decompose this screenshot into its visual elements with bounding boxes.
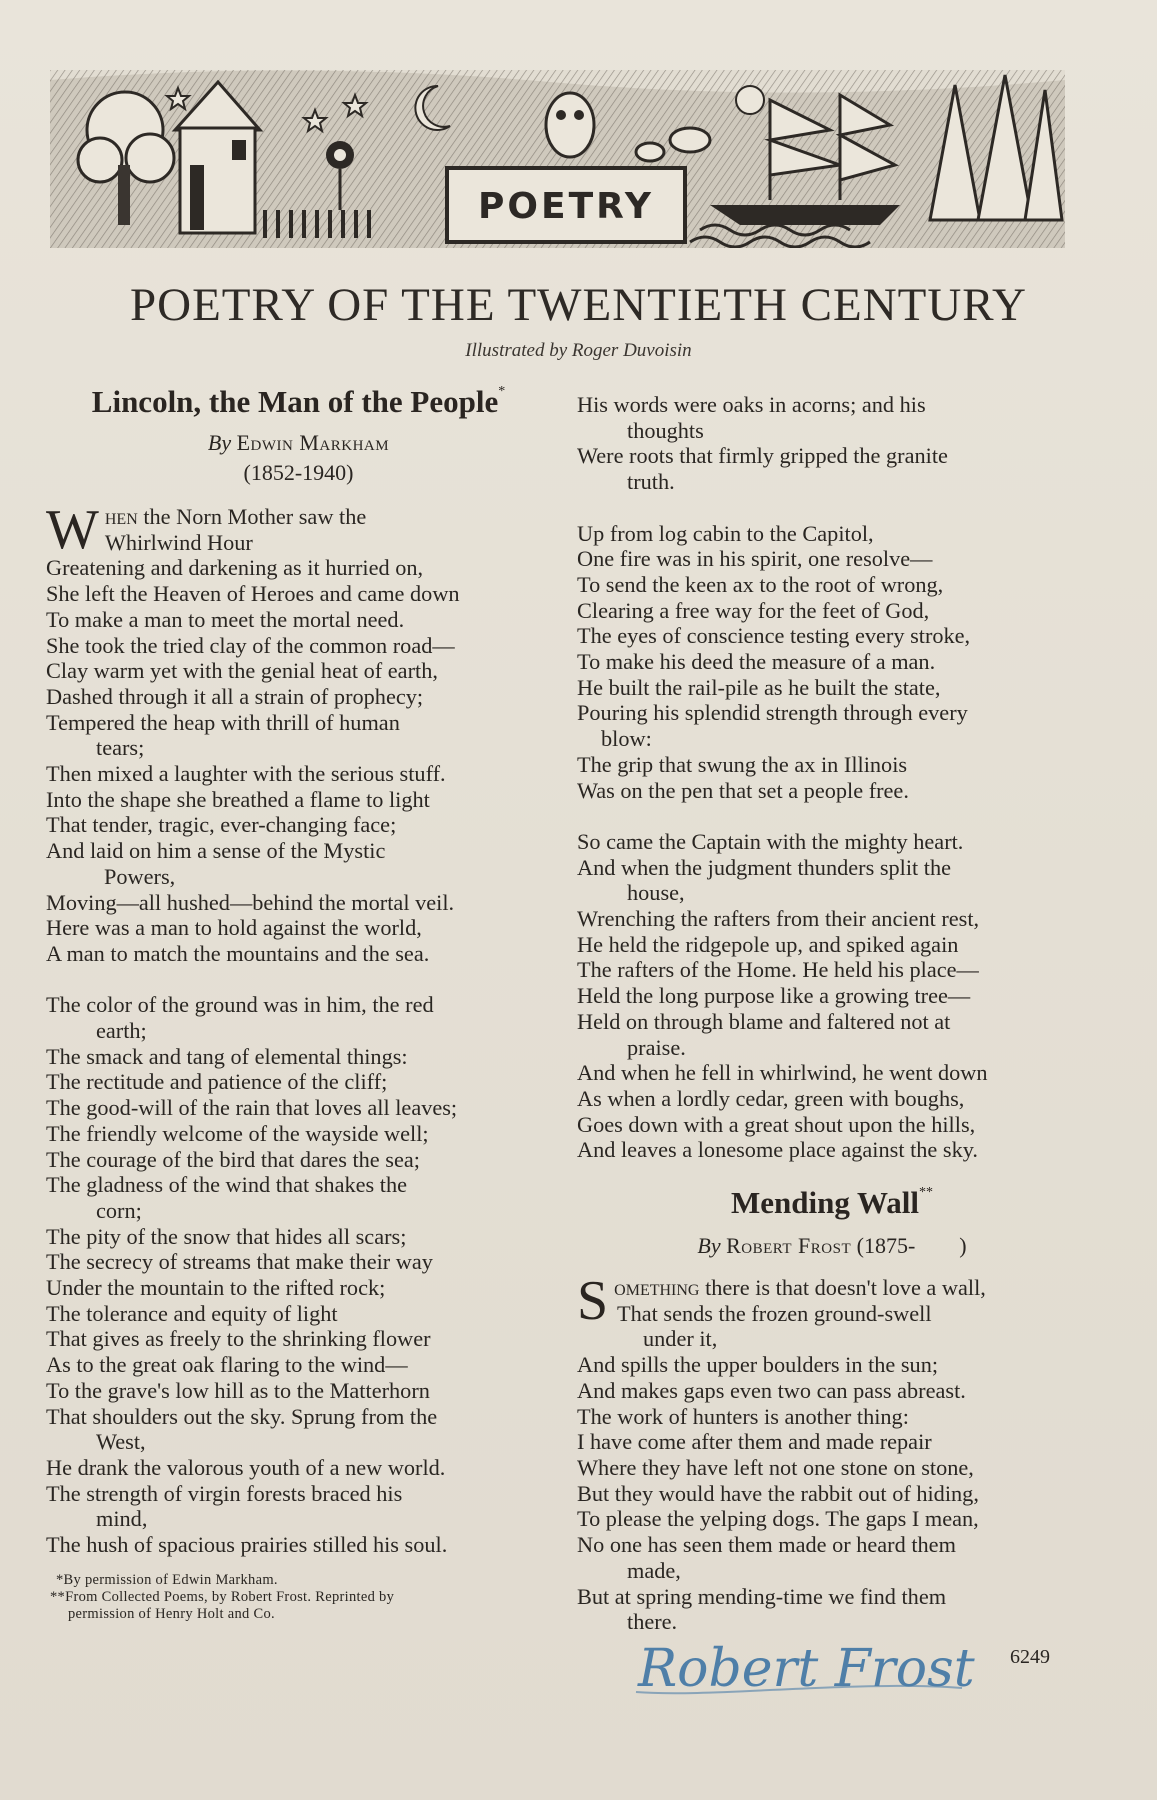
- poem-line: He built the rail-pile as he built the state,: [577, 674, 941, 700]
- sun-icon: [736, 86, 764, 114]
- poem-line: Held the long purpose like a growing tree—: [577, 983, 971, 1009]
- mending-wall-byline: [577, 1231, 1087, 1261]
- poem-line: The smack and tang of elemental things:: [46, 1043, 408, 1069]
- mending-wall-lines: [577, 1270, 1087, 1635]
- poem-line: And when the judgment thunders split the: [577, 854, 952, 880]
- poem-line: The gladness of the wind that shakes the: [46, 1172, 407, 1198]
- poem-line: And laid on him a sense of the Mystic: [46, 838, 386, 864]
- poem-line: And leaves a lonesome place against the sky.: [577, 1137, 979, 1163]
- poem-line: The secrecy of streams that make their way: [46, 1249, 433, 1275]
- page-title: POETRY OF THE TWENTIETH CENTURY: [130, 279, 1027, 331]
- poem-line: under it,: [643, 1326, 718, 1352]
- poem-line: The pity of the snow that hides all scars;: [46, 1223, 407, 1249]
- poem-line: [577, 495, 1087, 521]
- poem-line: The color of the ground was in him, the red: [46, 992, 434, 1018]
- poem-line: His words were oaks in acorns; and his: [577, 392, 926, 417]
- byline-by: By: [697, 1233, 721, 1259]
- lincoln-author: Edwin Markham: [236, 430, 390, 455]
- mending-wall-footnote-mark: **: [919, 1185, 934, 1201]
- poem-line: So came the Captain with the mighty heart.: [577, 828, 964, 854]
- right-column: [577, 392, 1087, 1635]
- poem-line: mind,: [96, 1506, 148, 1532]
- poem-line: [46, 967, 551, 993]
- lincoln-dates: (1852-1940): [243, 460, 354, 485]
- poem-line: That gives as freely to the shrinking flower: [46, 1326, 431, 1352]
- mending-wall-first-line-text: there is that doesn't love a wall,: [705, 1275, 986, 1301]
- poem-line: To make a man to meet the mortal need.: [46, 606, 405, 632]
- poem-line: there.: [627, 1609, 678, 1635]
- poem-line: He drank the valorous youth of a new world.: [46, 1455, 446, 1480]
- illustrator-credit: Illustrated by Roger Duvoisin: [465, 340, 692, 361]
- poem-line: To send the keen ax to the root of wrong,: [577, 571, 944, 597]
- poem-line: earth;: [96, 1018, 147, 1044]
- poem-line: [577, 803, 1087, 829]
- poem-line: The rectitude and patience of the cliff;: [46, 1069, 388, 1095]
- lincoln-title: [46, 384, 551, 420]
- poem-line: And when he fell in whirlwind, he went down: [577, 1060, 988, 1086]
- poem-line: tears;: [96, 735, 145, 761]
- poetry-banner: [50, 70, 1065, 248]
- poem-line: Was on the pen that set a people free.: [577, 777, 909, 803]
- poem-line: A man to match the mountains and the sea.: [46, 940, 430, 966]
- poem-line: Into the shape she breathed a flame to light: [46, 786, 430, 812]
- poem-line: The strength of virgin forests braced his: [46, 1480, 403, 1506]
- poem-line: She left the Heaven of Heroes and came down: [46, 581, 460, 607]
- poem-line: Pouring his splendid strength through every: [577, 700, 968, 726]
- poem-line: To please the yelping dogs. The gaps I mean,: [577, 1506, 979, 1532]
- poem-line: I have come after them and made repair: [577, 1429, 932, 1455]
- poem-line: But at spring mending-time we find them: [577, 1583, 947, 1609]
- poem-line: Powers,: [104, 863, 176, 889]
- poem-line: Dashed through it all a strain of prophecy;: [46, 683, 424, 709]
- banner-illustration: [50, 70, 1065, 248]
- poem-line: Held on through blame and faltered not at: [577, 1008, 951, 1034]
- owl-icon: [546, 93, 594, 157]
- poem-line: That sends the frozen ground-swell: [617, 1300, 932, 1326]
- poem-line: The tolerance and equity of light: [46, 1300, 338, 1326]
- poem-line: Under the mountain to the rifted rock;: [46, 1275, 386, 1301]
- footnotes: [46, 1572, 551, 1623]
- poetry-sign-label: POETRY: [478, 186, 654, 227]
- poem-line: Clay warm yet with the genial heat of earth,: [46, 658, 438, 684]
- poem-line: Clearing a free way for the feet of God,: [577, 597, 930, 623]
- poem-line: To make his deed the measure of a man.: [577, 649, 936, 675]
- poem-line: Then mixed a laughter with the serious stuff.: [46, 761, 446, 787]
- lincoln-title-text: Lincoln, the Man of the People: [91, 384, 499, 419]
- lincoln-first-word: hen: [104, 504, 138, 529]
- poem-line: That tender, tragic, ever-changing face;: [46, 812, 397, 838]
- poem-line: Here was a man to hold against the world,: [46, 915, 422, 941]
- poem-line: Wrenching the rafters from their ancient rest,: [577, 906, 980, 932]
- poem-line: Where they have left not one stone on stone,: [577, 1454, 974, 1480]
- poem-line: praise.: [627, 1034, 686, 1060]
- poem-line: Moving—all hushed—behind the mortal veil.: [46, 889, 455, 915]
- poem-line: And spills the upper boulders in the sun;: [577, 1352, 939, 1378]
- poem-line: Up from log cabin to the Capitol,: [577, 520, 874, 546]
- byline-by: By: [207, 430, 232, 455]
- mending-wall-author: Robert Frost: [726, 1233, 852, 1259]
- lincoln-footnote-mark: *: [498, 384, 506, 399]
- mending-wall-first-word: omething: [614, 1275, 700, 1301]
- poem-line: West,: [96, 1429, 146, 1455]
- poem-line: Were roots that firmly gripped the granite: [577, 443, 948, 469]
- poem-line: He held the ridgepole up, and spiked again: [577, 931, 959, 957]
- poem-line: The eyes of conscience testing every stroke,: [577, 623, 971, 649]
- poem-line: Tempered the heap with thrill of human: [46, 709, 400, 735]
- poem-line: house,: [627, 880, 685, 906]
- poem-line: But they would have the rabbit out of hiding,: [577, 1480, 979, 1506]
- lincoln-lines-left: [46, 499, 551, 1558]
- lincoln-dropcap: W: [46, 499, 99, 561]
- mending-wall-title-text: Mending Wall: [730, 1185, 920, 1221]
- poem-line: made,: [627, 1557, 681, 1583]
- poem-line: corn;: [96, 1197, 142, 1223]
- poem-line: Goes down with a great shout upon the hills,: [577, 1111, 976, 1137]
- poem-line: To the grave's low hill as to the Matterhorn: [46, 1377, 430, 1403]
- poem-line: As to the great oak flaring to the wind—: [46, 1352, 408, 1378]
- poem-line: The friendly welcome of the wayside well;: [46, 1120, 429, 1146]
- footnote-2-cont: permission of Henry Holt and Co.: [68, 1605, 275, 1622]
- page-number: 6249: [1010, 1646, 1050, 1668]
- poem-line: As when a lordly cedar, green with boughs,: [577, 1085, 965, 1111]
- mending-wall-title: [577, 1185, 1087, 1221]
- poem-line: And makes gaps even two can pass abreast.: [577, 1377, 966, 1403]
- footnote-2: **From Collected Poems, by Robert Frost. Reprinted by: [50, 1588, 395, 1605]
- poem-line: thoughts: [627, 417, 704, 443]
- poem-line: blow:: [601, 726, 652, 752]
- lincoln-byline: [46, 428, 551, 458]
- lincoln-lines-right: [577, 392, 1087, 1163]
- poem-line: Whirlwind Hour: [104, 529, 253, 555]
- poem-line: The work of hunters is another thing:: [577, 1403, 909, 1429]
- poem-line: The rafters of the Home. He held his place—: [577, 957, 979, 983]
- lincoln-first-line-text: the Norn Mother saw the: [143, 504, 367, 529]
- poem-line: One fire was in his spirit, one resolve—: [577, 546, 933, 572]
- poem-line: The courage of the bird that dares the sea;: [46, 1146, 420, 1172]
- poem-line: The good-will of the rain that loves all leaves;: [46, 1095, 458, 1121]
- signature-text: Robert Frost: [638, 1639, 975, 1699]
- signature: [632, 1628, 1032, 1708]
- poem-line: truth.: [627, 469, 675, 495]
- footnote-1: *By permission of Edwin Markham.: [56, 1571, 278, 1588]
- poem-line: The grip that swung the ax in Illinois: [577, 751, 908, 777]
- poem-line: The hush of spacious prairies stilled his soul.: [46, 1532, 448, 1558]
- poem-line: Greatening and darkening as it hurried on,: [46, 555, 424, 581]
- poem-line: That shoulders out the sky. Sprung from the: [46, 1403, 438, 1429]
- left-column: [46, 384, 551, 1623]
- mending-wall-dates: (1875- ): [856, 1233, 967, 1259]
- poem-line: No one has seen them made or heard them: [577, 1532, 956, 1558]
- mending-wall-dropcap: S: [577, 1270, 609, 1333]
- poem-line: She took the tried clay of the common road—: [46, 632, 455, 658]
